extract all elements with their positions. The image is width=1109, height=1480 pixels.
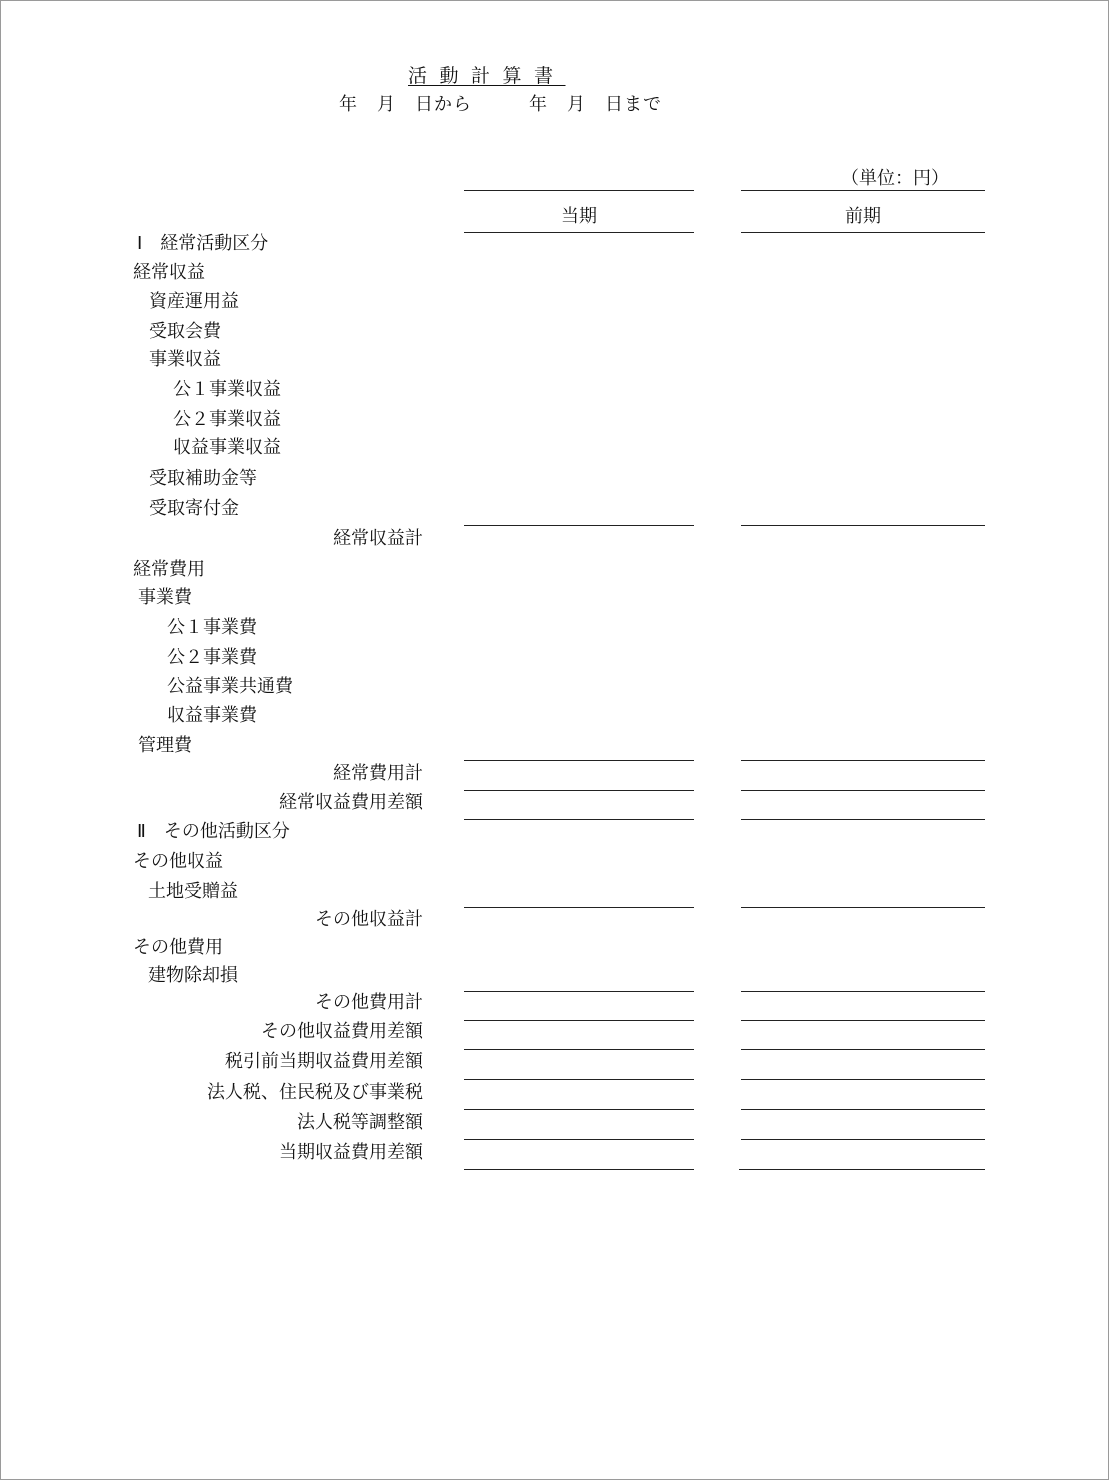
amount-rule xyxy=(741,790,985,791)
amount-rule xyxy=(739,1169,985,1170)
amount-rule xyxy=(741,1139,985,1140)
row-label: 事業費 xyxy=(138,587,192,608)
row-label: 収益事業費 xyxy=(167,705,257,726)
subtotal-label: 経常費用計 xyxy=(333,763,423,784)
row-label: 収益事業収益 xyxy=(173,437,281,458)
subtotal-label: 経常収益計 xyxy=(333,528,423,549)
row-label: 経常収益 xyxy=(133,262,205,283)
amount-rule xyxy=(464,1169,694,1170)
amount-rule xyxy=(464,991,694,992)
amount-rule xyxy=(741,760,985,761)
amount-rule xyxy=(741,907,985,908)
row-label: 公１事業収益 xyxy=(173,379,281,400)
row-label: 土地受贈益 xyxy=(148,881,238,902)
column-top-rule-previous xyxy=(741,190,985,191)
row-label: その他収益 xyxy=(133,851,223,872)
amount-rule xyxy=(464,819,694,820)
amount-rule xyxy=(741,819,985,820)
amount-rule xyxy=(464,525,694,526)
amount-rule xyxy=(464,907,694,908)
column-bottom-rule-current xyxy=(464,232,694,233)
row-label: 建物除却損 xyxy=(148,965,238,986)
subtotal-label: その他費用計 xyxy=(315,992,423,1013)
section-1-heading: Ⅰ 経常活動区分 xyxy=(137,233,269,254)
amount-rule xyxy=(464,760,694,761)
row-label: 経常費用 xyxy=(133,559,205,580)
row-label: 受取会費 xyxy=(149,321,221,342)
subtotal-label: 当期収益費用差額 xyxy=(279,1142,423,1163)
amount-rule xyxy=(741,991,985,992)
amount-rule xyxy=(464,1049,694,1050)
row-label: 受取寄付金 xyxy=(149,498,239,519)
row-label: 公２事業費 xyxy=(167,647,257,668)
row-label: 公２事業収益 xyxy=(173,409,281,430)
amount-rule xyxy=(741,1109,985,1110)
row-label: 資産運用益 xyxy=(149,291,239,312)
amount-rule xyxy=(464,790,694,791)
row-label: 公１事業費 xyxy=(167,617,257,638)
column-header-current: 当期 xyxy=(561,206,597,227)
row-label: その他費用 xyxy=(133,937,223,958)
subtotal-label: 経常収益費用差額 xyxy=(279,792,423,813)
amount-rule xyxy=(741,1049,985,1050)
amount-rule xyxy=(741,1079,985,1080)
row-label: 管理費 xyxy=(138,735,192,756)
period-line: 年 月 日から 年 月 日まで xyxy=(339,94,662,115)
amount-rule xyxy=(464,1109,694,1110)
row-label: 受取補助金等 xyxy=(149,468,257,489)
amount-rule xyxy=(464,1139,694,1140)
section-2-heading: Ⅱ その他活動区分 xyxy=(137,821,290,842)
document-title: 活動計算書 xyxy=(408,65,566,87)
column-top-rule-current xyxy=(464,190,694,191)
amount-rule xyxy=(464,1079,694,1080)
unit-label: （単位：円） xyxy=(841,168,949,189)
row-label: 公益事業共通費 xyxy=(167,676,293,697)
amount-rule xyxy=(741,1020,985,1021)
subtotal-label: 法人税、住民税及び事業税 xyxy=(207,1082,423,1103)
subtotal-label: その他収益費用差額 xyxy=(261,1021,423,1042)
row-label: 事業収益 xyxy=(149,349,221,370)
amount-rule xyxy=(464,1020,694,1021)
subtotal-label: 法人税等調整額 xyxy=(297,1112,423,1133)
amount-rule xyxy=(741,525,985,526)
subtotal-label: その他収益計 xyxy=(315,909,423,930)
subtotal-label: 税引前当期収益費用差額 xyxy=(225,1051,423,1072)
column-bottom-rule-previous xyxy=(741,232,985,233)
column-header-previous: 前期 xyxy=(845,206,881,227)
